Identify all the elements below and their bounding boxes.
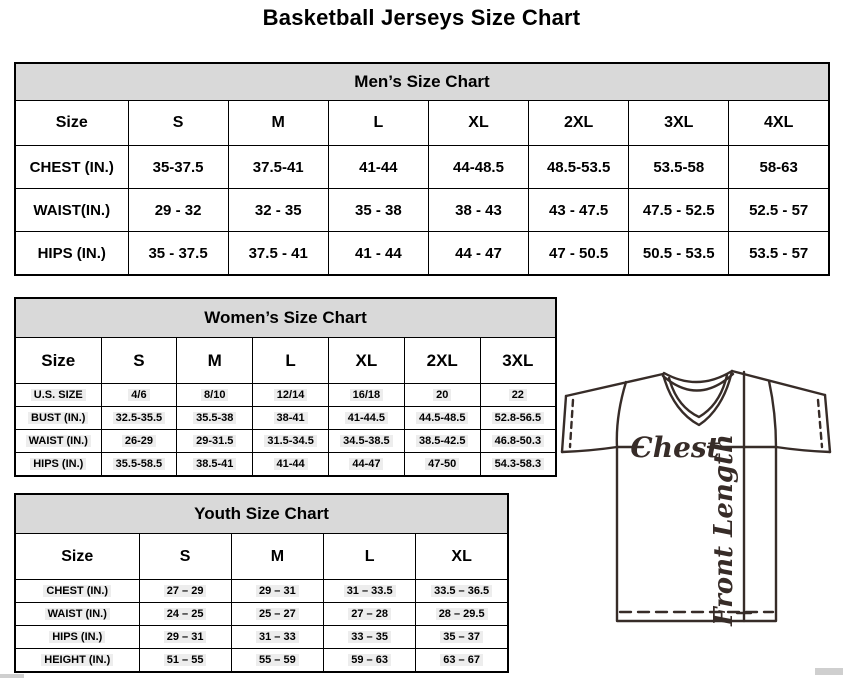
table-cell-text: 35.5-58.5 — [113, 458, 165, 470]
bottom-left-partial-element — [0, 674, 24, 678]
column-header-text: Size — [61, 547, 94, 565]
table-title-row — [15, 63, 829, 101]
column-header-text: M — [270, 547, 285, 565]
table-title — [15, 494, 508, 534]
table-cell-text: 58-63 — [759, 158, 798, 176]
column-header-text: S — [172, 114, 184, 131]
table-cell-text: 53.5 - 57 — [749, 244, 809, 262]
table-title — [15, 63, 829, 101]
table-cell — [480, 430, 556, 453]
table-cell — [416, 626, 508, 649]
table-cell — [729, 189, 829, 232]
table-cell — [324, 649, 416, 673]
table-row — [15, 430, 556, 453]
table-cell-text: 51 – 55 — [164, 654, 207, 666]
table-cell-text: 37.5 - 41 — [248, 244, 308, 262]
column-header-text: 3XL — [502, 350, 534, 370]
table-cell-text: 25 – 27 — [256, 608, 299, 620]
column-header — [404, 338, 480, 384]
table-cell-text: 41-44.5 — [345, 412, 388, 424]
table-cell — [328, 407, 404, 430]
table-cell — [529, 189, 629, 232]
table-cell-text: 47.5 - 52.5 — [642, 201, 715, 219]
table-cell — [416, 580, 508, 603]
table-cell — [128, 146, 228, 189]
row-label-text: WAIST (IN.) — [26, 435, 91, 447]
table-cell — [228, 189, 328, 232]
table-cell-text: 38-41 — [274, 412, 308, 424]
table-cell-text: 29 – 31 — [164, 631, 207, 643]
column-header — [629, 101, 729, 146]
column-header — [15, 534, 139, 580]
column-header-text: M — [271, 114, 285, 131]
jersey-right-cuff — [825, 395, 830, 452]
table-cell — [404, 453, 480, 477]
jersey-body-outline — [617, 447, 776, 621]
table-cell-text: 27 – 28 — [348, 608, 391, 620]
table-cell — [139, 603, 231, 626]
column-header-row — [15, 338, 556, 384]
jersey-collar-back-upper — [664, 371, 732, 382]
column-header-text: 4XL — [764, 114, 794, 131]
column-header-text: M — [207, 350, 222, 370]
row-label — [15, 580, 139, 603]
table-cell — [253, 430, 329, 453]
table-cell — [228, 232, 328, 276]
table-cell — [428, 189, 528, 232]
womens-size-table — [14, 297, 557, 477]
column-header-text: 2XL — [426, 350, 458, 370]
column-header-text: XL — [355, 350, 378, 370]
table-cell — [404, 430, 480, 453]
table-cell-text: 29-31.5 — [193, 435, 236, 447]
table-cell — [128, 189, 228, 232]
column-header — [228, 101, 328, 146]
table-cell — [177, 407, 253, 430]
column-header-text: L — [364, 547, 375, 565]
table-cell-text: 26-29 — [122, 435, 156, 447]
table-cell-text: 38.5-42.5 — [416, 435, 468, 447]
column-header — [729, 101, 829, 146]
table-cell — [324, 603, 416, 626]
table-cell — [101, 407, 177, 430]
table-cell — [231, 626, 323, 649]
table-cell-text: 29 - 32 — [154, 201, 202, 219]
column-header-text: 2XL — [563, 114, 594, 131]
jersey-right-armhole-seam — [769, 381, 776, 447]
table-row — [15, 580, 508, 603]
table-cell — [139, 580, 231, 603]
column-header — [253, 338, 329, 384]
column-header — [480, 338, 556, 384]
table-cell-text: 29 – 31 — [256, 585, 299, 597]
table-cell-text: 54.3-58.3 — [492, 458, 544, 470]
table-cell — [529, 232, 629, 276]
row-label — [15, 384, 101, 407]
table-row — [15, 146, 829, 189]
table-cell-text: 33.5 – 36.5 — [431, 585, 492, 597]
table-cell — [328, 430, 404, 453]
jersey-left-cuff-dashed-line — [570, 400, 573, 447]
row-label-text: U.S. SIZE — [31, 389, 86, 401]
table-cell — [253, 384, 329, 407]
row-label-text: CHEST (IN.) — [29, 158, 114, 176]
jersey-measurement-diagram — [560, 360, 843, 650]
table-title-text: Youth Size Chart — [194, 504, 329, 523]
table-cell-text: 44.5-48.5 — [416, 412, 468, 424]
row-label-text: WAIST (IN.) — [45, 608, 110, 620]
table-cell-text: 31 – 33 — [256, 631, 299, 643]
table-cell — [324, 580, 416, 603]
row-label-text: HIPS (IN.) — [30, 458, 86, 470]
table-cell — [428, 232, 528, 276]
table-cell-text: 27 – 29 — [164, 585, 207, 597]
table-cell — [101, 384, 177, 407]
table-cell-text: 8/10 — [201, 389, 228, 401]
jersey-right-shoulder — [732, 371, 825, 395]
column-header — [529, 101, 629, 146]
table-cell-text: 34.5-38.5 — [340, 435, 392, 447]
table-cell-text: 38 - 43 — [455, 201, 502, 219]
table-cell — [139, 649, 231, 673]
table-cell-text: 28 – 29.5 — [436, 608, 488, 620]
jersey-right-cuff-dashed-line — [818, 400, 822, 447]
table-cell — [629, 146, 729, 189]
table-title-text: Men’s Size Chart — [354, 72, 490, 91]
table-cell — [729, 232, 829, 276]
row-label — [15, 407, 101, 430]
table-cell — [404, 384, 480, 407]
table-cell-text: 53.5-58 — [653, 158, 705, 176]
column-header-text: XL — [451, 547, 472, 565]
table-cell-text: 59 – 63 — [348, 654, 391, 666]
table-cell-text: 46.8-50.3 — [492, 435, 544, 447]
row-label-text: CHEST (IN.) — [43, 585, 111, 597]
column-header — [101, 338, 177, 384]
table-cell — [139, 626, 231, 649]
table-cell-text: 47-50 — [425, 458, 459, 470]
table-cell-text: 12/14 — [274, 389, 308, 401]
table-cell-text: 16/18 — [350, 389, 384, 401]
column-header — [139, 534, 231, 580]
table-row — [15, 453, 556, 477]
column-header-text: XL — [468, 114, 489, 131]
table-cell-text: 35-37.5 — [152, 158, 204, 176]
column-header-text: 3XL — [664, 114, 694, 131]
row-label — [15, 189, 128, 232]
column-header-text: L — [373, 114, 384, 131]
table-cell — [177, 384, 253, 407]
row-label — [15, 430, 101, 453]
column-header — [324, 534, 416, 580]
column-header-text: S — [179, 547, 191, 565]
table-cell — [231, 649, 323, 673]
column-header — [231, 534, 323, 580]
table-cell-text: 43 - 47.5 — [549, 201, 609, 219]
table-cell — [253, 453, 329, 477]
table-cell — [729, 146, 829, 189]
column-header-text: S — [133, 350, 145, 370]
table-title — [15, 298, 556, 338]
table-cell-text: 52.8-56.5 — [492, 412, 544, 424]
table-cell — [480, 407, 556, 430]
column-header — [15, 338, 101, 384]
bottom-right-partial-element — [815, 668, 843, 675]
table-cell — [404, 407, 480, 430]
table-row — [15, 626, 508, 649]
table-cell — [480, 384, 556, 407]
row-label — [15, 649, 139, 673]
youth-size-table — [14, 493, 509, 673]
page-title: Basketball Jerseys Size Chart — [262, 5, 581, 30]
table-cell — [428, 146, 528, 189]
table-cell — [101, 453, 177, 477]
row-label — [15, 626, 139, 649]
column-header — [177, 338, 253, 384]
column-header-text: Size — [55, 114, 88, 131]
table-cell — [177, 430, 253, 453]
table-cell-text: 35.5-38 — [193, 412, 236, 424]
table-row — [15, 189, 829, 232]
jersey-left-shoulder — [566, 374, 663, 396]
table-cell — [328, 189, 428, 232]
row-label-text: BUST (IN.) — [28, 412, 88, 424]
table-cell — [328, 384, 404, 407]
row-label — [15, 146, 128, 189]
table-cell — [328, 232, 428, 276]
table-cell-text: 32 - 35 — [254, 201, 302, 219]
jersey-left-cuff — [562, 396, 566, 452]
table-cell-text: 55 – 59 — [256, 654, 299, 666]
table-cell-text: 44-48.5 — [453, 158, 504, 176]
table-cell-text: 4/6 — [128, 389, 149, 401]
table-cell — [480, 453, 556, 477]
column-header — [328, 338, 404, 384]
row-label-text: HIPS (IN.) — [37, 244, 106, 262]
table-cell — [231, 603, 323, 626]
table-cell-text: 63 – 67 — [440, 654, 483, 666]
table-cell-text: 31.5-34.5 — [264, 435, 316, 447]
column-header — [328, 101, 428, 146]
table-cell — [231, 580, 323, 603]
row-label-text: WAIST(IN.) — [33, 201, 111, 219]
table-cell-text: 38.5-41 — [193, 458, 236, 470]
table-cell-text: 41 - 44 — [355, 244, 402, 262]
table-cell-text: 37.5-41 — [252, 158, 304, 176]
table-cell-text: 41-44 — [274, 458, 308, 470]
table-cell-text: 44-47 — [349, 458, 383, 470]
table-row — [15, 407, 556, 430]
column-header-text: L — [285, 350, 296, 370]
table-cell-text: 32.5-35.5 — [113, 412, 165, 424]
table-cell-text: 35 – 37 — [440, 631, 483, 643]
table-cell-text: 48.5-53.5 — [546, 158, 611, 176]
table-row — [15, 649, 508, 673]
table-cell — [629, 189, 729, 232]
jersey-icon — [560, 360, 843, 650]
row-label — [15, 232, 128, 276]
table-cell-text: 33 – 35 — [348, 631, 391, 643]
table-cell — [328, 146, 428, 189]
table-cell-text: 22 — [509, 389, 527, 401]
table-cell-text: 24 – 25 — [164, 608, 207, 620]
table-cell — [416, 603, 508, 626]
row-label — [15, 453, 101, 477]
column-header — [15, 101, 128, 146]
table-cell — [629, 232, 729, 276]
table-cell-text: 44 - 47 — [455, 244, 502, 262]
table-cell — [328, 453, 404, 477]
column-header-row — [15, 101, 829, 146]
table-cell-text: 31 – 33.5 — [344, 585, 396, 597]
table-cell — [324, 626, 416, 649]
table-cell-text: 41-44 — [359, 158, 398, 176]
table-cell — [177, 453, 253, 477]
table-title-row — [15, 494, 508, 534]
row-label-text: HIPS (IN.) — [49, 631, 105, 643]
table-cell-text: 35 - 37.5 — [148, 244, 208, 262]
table-cell-text: 50.5 - 53.5 — [642, 244, 715, 262]
table-cell — [228, 146, 328, 189]
jersey-left-armhole-seam — [617, 382, 626, 447]
table-title-row — [15, 298, 556, 338]
table-cell — [101, 430, 177, 453]
column-header-row — [15, 534, 508, 580]
table-cell — [416, 649, 508, 673]
table-cell — [253, 407, 329, 430]
row-label — [15, 603, 139, 626]
row-label-text: HEIGHT (IN.) — [41, 654, 113, 666]
table-row — [15, 232, 829, 276]
column-header — [428, 101, 528, 146]
mens-size-table — [14, 62, 830, 276]
chest-label: Chest — [630, 431, 720, 464]
table-cell — [128, 232, 228, 276]
front-length-label: Front Length — [709, 434, 739, 626]
column-header — [416, 534, 508, 580]
table-cell-text: 20 — [433, 389, 451, 401]
table-cell-text: 52.5 - 57 — [749, 201, 809, 219]
table-cell-text: 35 - 38 — [355, 201, 402, 219]
table-row — [15, 384, 556, 407]
column-header-text: Size — [41, 350, 76, 370]
table-row — [15, 603, 508, 626]
table-cell-text: 47 - 50.5 — [549, 244, 609, 262]
column-header — [128, 101, 228, 146]
table-cell — [529, 146, 629, 189]
table-title-text: Women’s Size Chart — [204, 308, 367, 327]
